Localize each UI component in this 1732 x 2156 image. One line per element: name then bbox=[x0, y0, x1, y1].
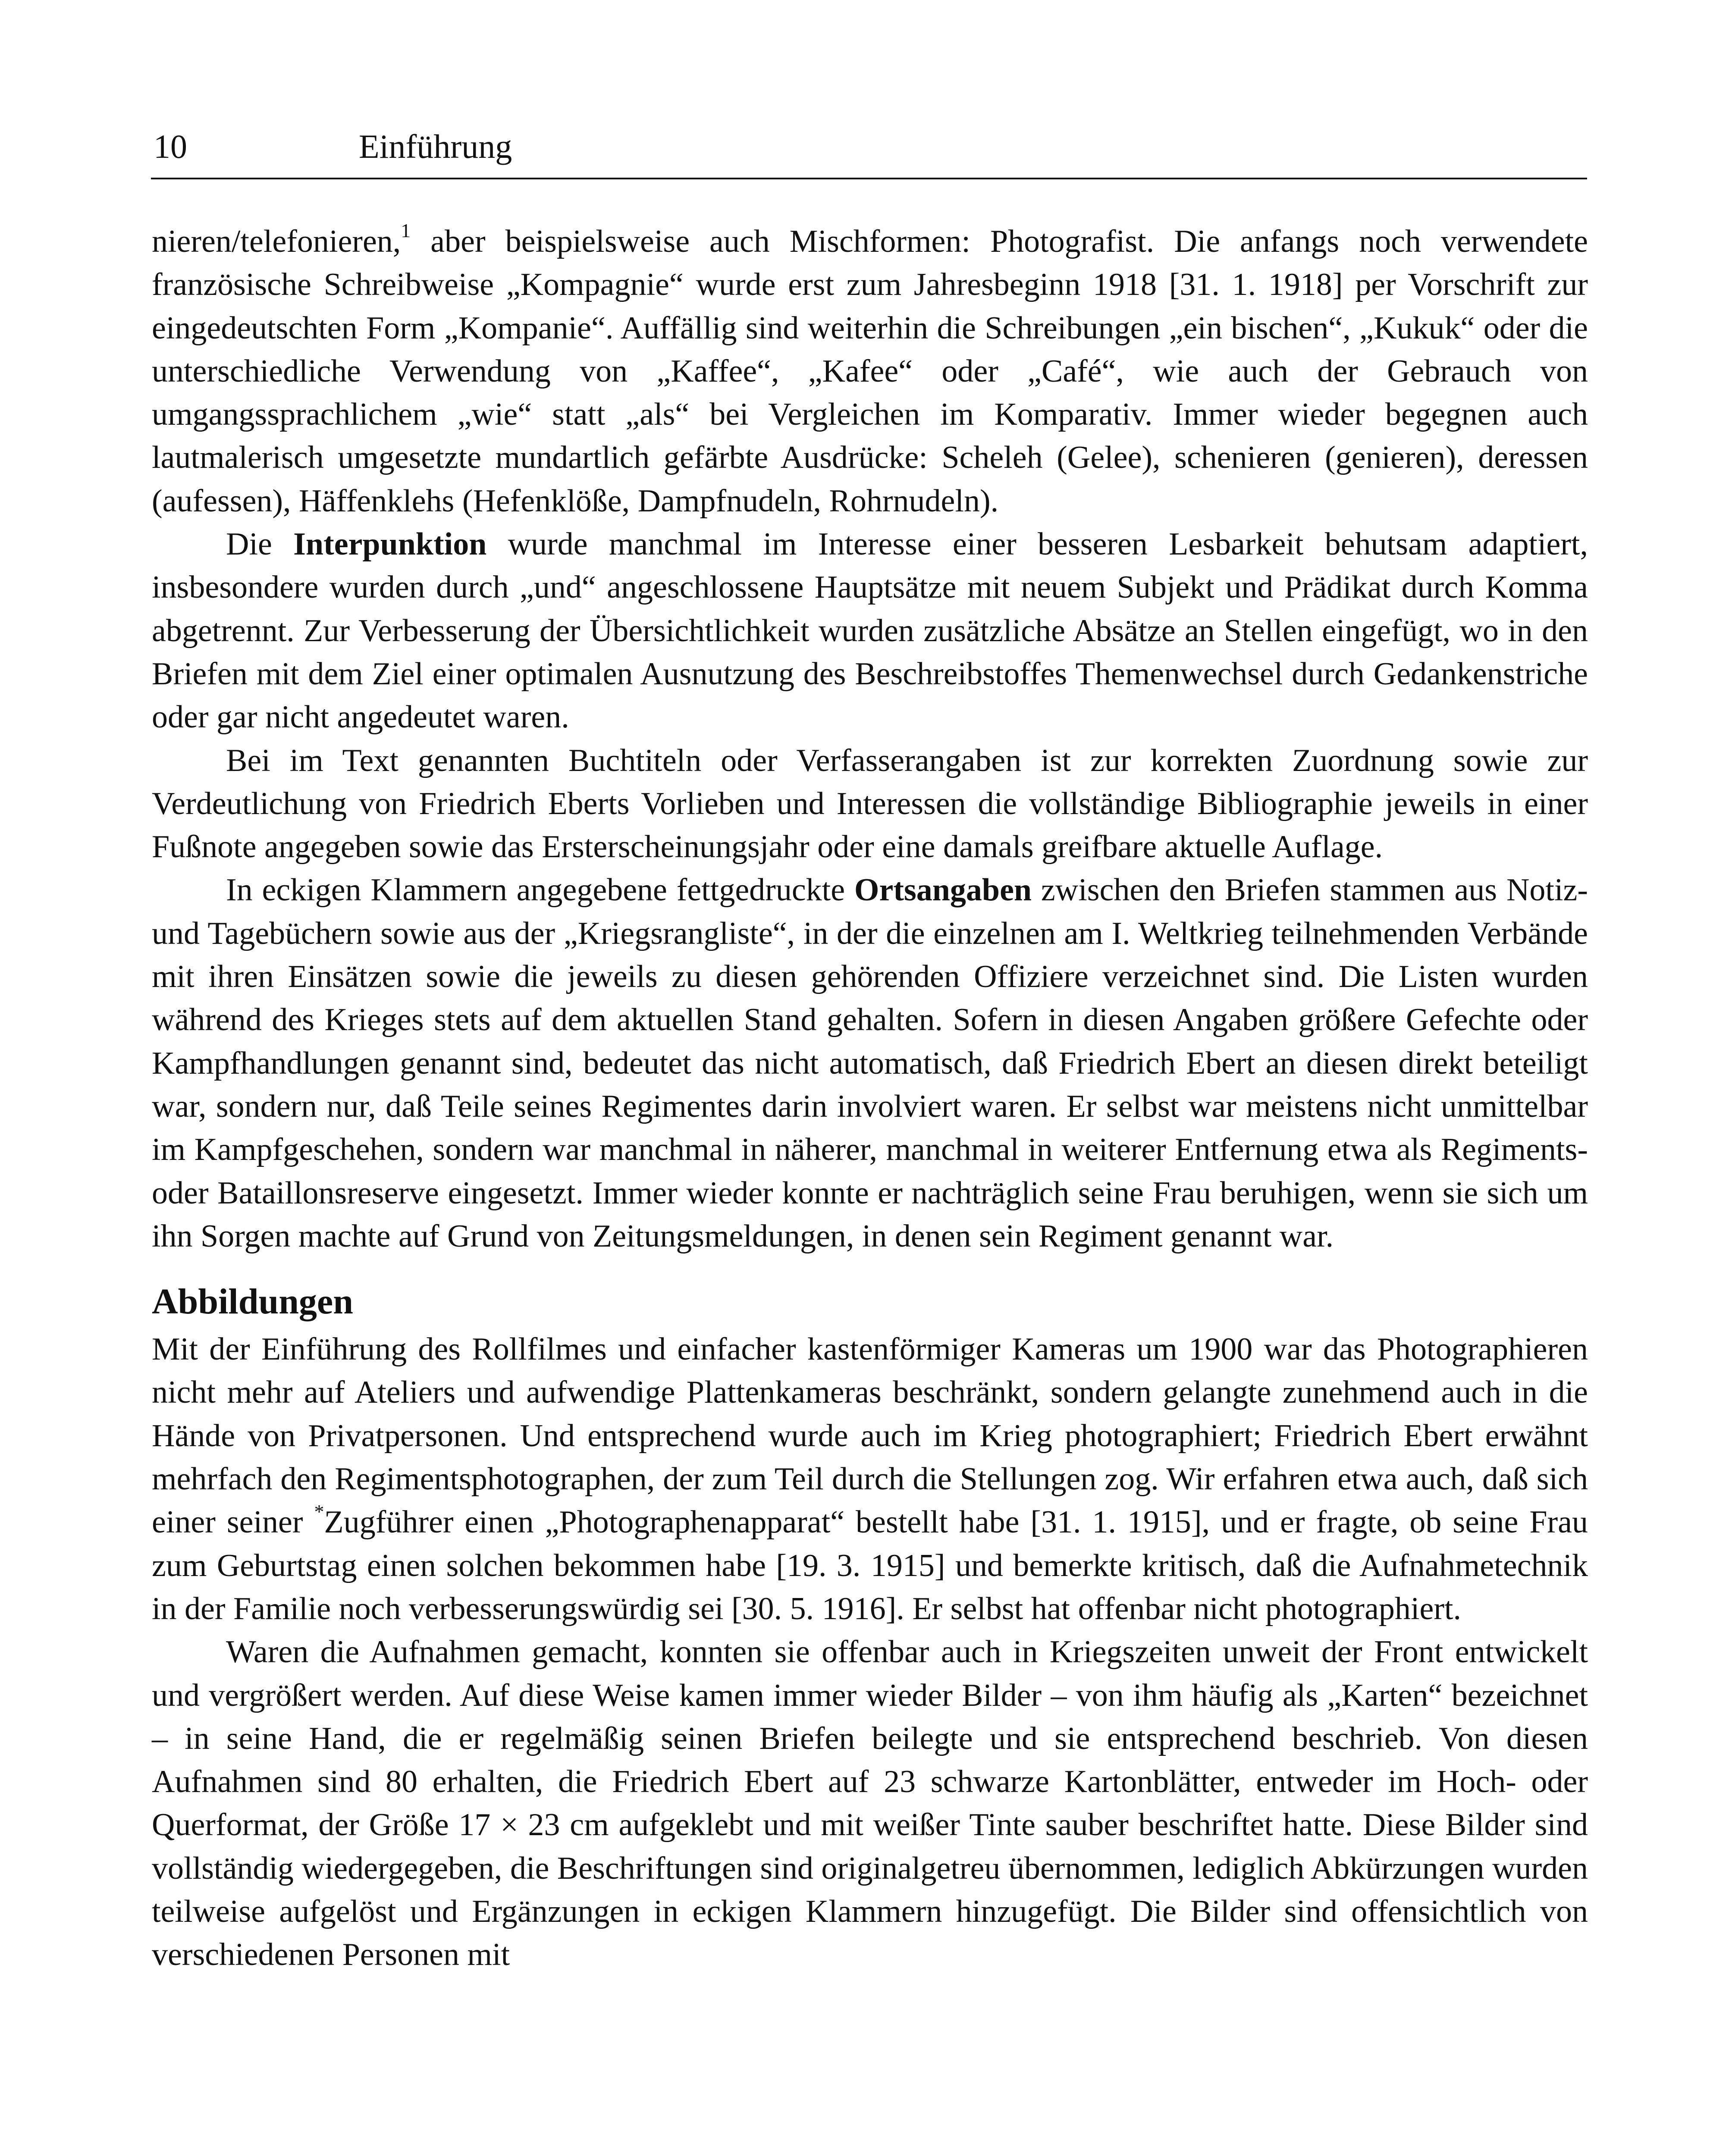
footnote-ref-1: 1 bbox=[401, 219, 411, 242]
paragraph-4-text-a: In eckigen Klammern angegebene fettgedruckte bbox=[226, 872, 854, 908]
paragraph-2-bold: Interpunktion bbox=[293, 526, 487, 562]
paragraph-1 bbox=[152, 220, 1588, 523]
section-paragraph-2: Waren die Aufnahmen gemacht, konnten sie offenbar auch in Kriegszeiten unweit der Front entwickelt und vergrößert werden. Auf diese Weise kamen immer wieder Bilder – von ihm häufig als „Karten“ bezeichnet – in seine Hand, die er regelmäßig seinen Briefen beilegte und sie entsprechend beschrieb. Von diesen Aufnahmen sind 80 erhalten, die Friedrich Ebert auf 23 schwarze Kartonblätter, entweder im Hoch- oder Querformat, der Größe 17 × 23 cm aufgeklebt und mit weißer Tinte sauber beschriftet hatte. Diese Bilder sind vollständig wiedergegeben, die Beschriftungen sind originalgetreu übernommen, lediglich Abkürzungen wurden teilweise aufgelöst und Ergänzungen in eckigen Klammern hinzugefügt. Die Bilder sind offensichtlich von verschiedenen Personen mit bbox=[152, 1634, 1588, 1973]
body-text bbox=[152, 220, 1588, 1977]
paragraph-1-text-b: aber beispielsweise auch Mischformen: Photografist. Die anfangs noch verwendete französische Schreibweise „Kompagnie“ wurde erst zum Jahresbeginn 1918 [31. 1. 1918] per Vorschrift zur eingedeutschten Form „Kompanie“. Auffällig sind weiterhin die Schreibungen „ein bischen“, „Kukuk“ oder die unterschiedliche Verwendung von „Kaffee“, „Kafee“ oder „Café“, wie auch der Gebrauch von umgangssprachlichem „wie“ statt „als“ bei Vergleichen im Komparativ. Immer wieder begegnen auch lautmalerisch umgesetzte mundartlich gefärbte Ausdrücke: Scheleh (Gelee), schenieren (genieren), deressen (aufessen), Häffenklehs (Hefenklöße, Dampfnudeln, Rohrnudeln). bbox=[152, 224, 1588, 519]
paragraph-2-text-a: Die bbox=[226, 526, 294, 562]
section-paragraph-1-text-a: Mit der Einführung des Rollfilmes und einfacher kastenförmiger Kameras um 1900 war das Photographieren nicht mehr auf Ateliers und aufwendige Plattenkameras beschränkt, sondern gelangte zunehmend auch in die Hände von Privatpersonen. Und entsprechend wurde auch im Krieg photographiert; Friedrich Ebert erwähnt mehrfach den Regimentsphotographen, der zum Teil durch die Stellungen zog. Wir erfahren etwa auch, daß sich einer seiner bbox=[152, 1332, 1588, 1540]
paragraph-4 bbox=[152, 868, 1588, 1258]
section-paragraph-1 bbox=[152, 1328, 1588, 1630]
paragraph-3: Bei im Text genannten Buchtiteln oder Verfasserangaben ist zur korrekten Zuordnung sowie zur Verdeutlichung von Friedrich Eberts Vorlieben und Interessen die vollständige Bibliographie jeweils in einer Fußnote angegeben sowie das Ersterscheinungsjahr oder eine damals greifbare aktuelle Auflage. bbox=[152, 743, 1588, 865]
glossary-marker: * bbox=[314, 1500, 324, 1523]
section-heading: Abbildungen bbox=[152, 1282, 353, 1322]
paragraph-4-bold: Ortsangaben bbox=[854, 872, 1032, 908]
paragraph-2-text-b: wurde manchmal im Interesse einer besseren Lesbarkeit behutsam adaptiert, insbesondere wurden durch „und“ angeschlossene Hauptsätze mit neuem Subjekt und Prädikat durch Komma abgetrennt. Zur Verbesserung der Übersichtlichkeit wurden zusätzliche Absätze an Stellen eingefügt, wo in den Briefen mit dem Ziel einer optimalen Ausnutzung des Beschreibstoffes Themenwechsel durch Gedankenstriche oder gar nicht angedeutet waren. bbox=[152, 526, 1588, 735]
paragraph-2 bbox=[152, 523, 1588, 739]
running-title: Einführung bbox=[359, 128, 512, 165]
section-paragraph-1-text-b: Zugführer einen „Photographenapparat“ bestellt habe [31. 1. 1915], und er fragte, ob seine Frau zum Geburtstag einen solchen bekommen habe [19. 3. 1915] und bemerkte kritisch, daß die Aufnahmetechnik in der Familie noch verbesserungswürdig sei [30. 5. 1916]. Er selbst hat offenbar nicht photographiert. bbox=[152, 1504, 1588, 1626]
page-number: 10 bbox=[154, 128, 187, 165]
paragraph-1-text-a: nieren/telefonieren, bbox=[152, 224, 401, 259]
header-rule bbox=[151, 178, 1587, 179]
paragraph-4-text-b: zwischen den Briefen stammen aus Notiz- und Tagebüchern sowie aus der „Kriegsrangliste“, in der die einzelnen am I. Weltkrieg teilnehmenden Verbände mit ihren Einsätzen sowie die jeweils zu diesen gehörenden Offiziere verzeichnet sind. Die Listen wurden während des Krieges stets auf dem aktuellen Stand gehalten. Sofern in diesen Angaben größere Gefechte oder Kampfhandlungen genannt sind, bedeutet das nicht automatisch, daß Friedrich Ebert an diesen direkt beteiligt war, sondern nur, daß Teile seines Regimentes darin involviert waren. Er selbst war meistens nicht unmittelbar im Kampfgeschehen, sondern war manchmal in näherer, manchmal in weiterer Entfernung etwa als Regiments- oder Bataillonsreserve eingesetzt. Immer wieder konnte er nachträglich seine Frau beruhigen, wenn sie sich um ihn Sorgen machte auf Grund von Zeitungsmeldungen, in denen sein Regiment genannt war. bbox=[152, 872, 1588, 1254]
